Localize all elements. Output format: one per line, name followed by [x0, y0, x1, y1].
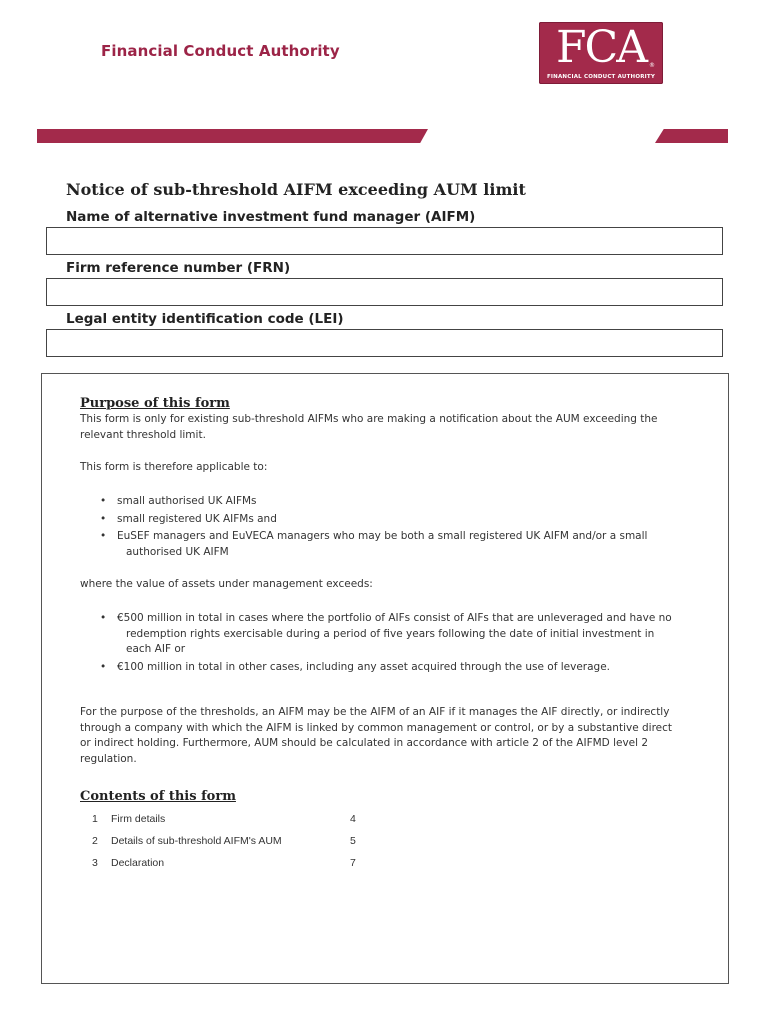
lei-field[interactable]: [46, 329, 723, 357]
contents-item-page: 5: [350, 835, 356, 847]
purpose-heading: Purpose of this form: [80, 396, 230, 411]
contents-item-title: Declaration: [111, 857, 165, 869]
thresholds-closing: For the purpose of the thresholds, an AIFM may be the AIFM of an AIF if it manages the AIF directly, or indirectly through a company with which the AIFM is linked by common management or control, or by a substantive direct or indirect holding. Furthermore, AUM should be calculated in accordance with article 2 of the AIFMD level 2 regulation.: [80, 706, 673, 765]
purpose-intro: This form is only for existing sub-threshold AIFMs who are making a notification about the AUM exceeding the relevant threshold limit.: [80, 413, 658, 441]
aifm-name-label: Name of alternative investment fund manager (AIFM): [66, 209, 476, 225]
list-item: • small registered UK AIFMs and: [80, 512, 680, 528]
contents-item-page: 7: [350, 857, 356, 869]
threshold-list: [80, 611, 680, 677]
contents-item: [80, 813, 380, 835]
contents-item-title: Firm details: [111, 813, 166, 825]
list-item: • EuSEF managers and EuVECA managers who may be both a small registered UK AIFM and/or a small authorised UK AIFM: [100, 530, 648, 558]
bullet-icon: •: [100, 660, 107, 673]
contents-item-title: Details of sub-threshold AIFM's AUM: [111, 835, 282, 847]
contents-item: [80, 835, 380, 857]
header-band-left: [37, 129, 428, 143]
registered-mark-icon: ®: [649, 62, 655, 69]
list-item: • €500 million in total in cases where the portfolio of AIFs consist of AIFs that are unleveraged and have no redemption rights exercisable during a period of five years following the date of initial investment in each AIF or: [100, 612, 672, 655]
aifm-name-field[interactable]: [46, 227, 723, 255]
form-title: Notice of sub-threshold AIFM exceeding AUM limit: [66, 180, 526, 199]
fca-logo: [539, 22, 663, 84]
bullet-icon: •: [100, 612, 107, 624]
applicable-intro: This form is therefore applicable to:: [80, 461, 268, 473]
org-name: Financial Conduct Authority: [101, 42, 340, 60]
contents-item-number: 3: [92, 857, 98, 869]
applicable-list: [80, 494, 680, 562]
contents-item-number: 1: [92, 813, 98, 825]
logo-subtitle: FINANCIAL CONDUCT AUTHORITY: [546, 74, 656, 80]
contents-list: [80, 813, 380, 879]
frn-field[interactable]: [46, 278, 723, 306]
logo-letters: FCA: [556, 22, 646, 73]
list-item: • small authorised UK AIFMs: [80, 494, 680, 510]
bullet-icon: •: [100, 495, 107, 507]
contents-item-number: 2: [92, 835, 98, 847]
contents-heading: Contents of this form: [80, 789, 236, 804]
threshold-intro: where the value of assets under management exceeds:: [80, 578, 373, 590]
frn-label: Firm reference number (FRN): [66, 260, 291, 276]
header-band-right: [655, 129, 728, 143]
contents-item: [80, 857, 380, 879]
lei-label: Legal entity identification code (LEI): [66, 311, 344, 327]
list-item: • €100 million in total in other cases, including any asset acquired through the use of leverage.: [80, 660, 680, 676]
bullet-icon: •: [100, 512, 107, 525]
bullet-icon: •: [100, 530, 107, 542]
contents-item-page: 4: [350, 813, 356, 825]
